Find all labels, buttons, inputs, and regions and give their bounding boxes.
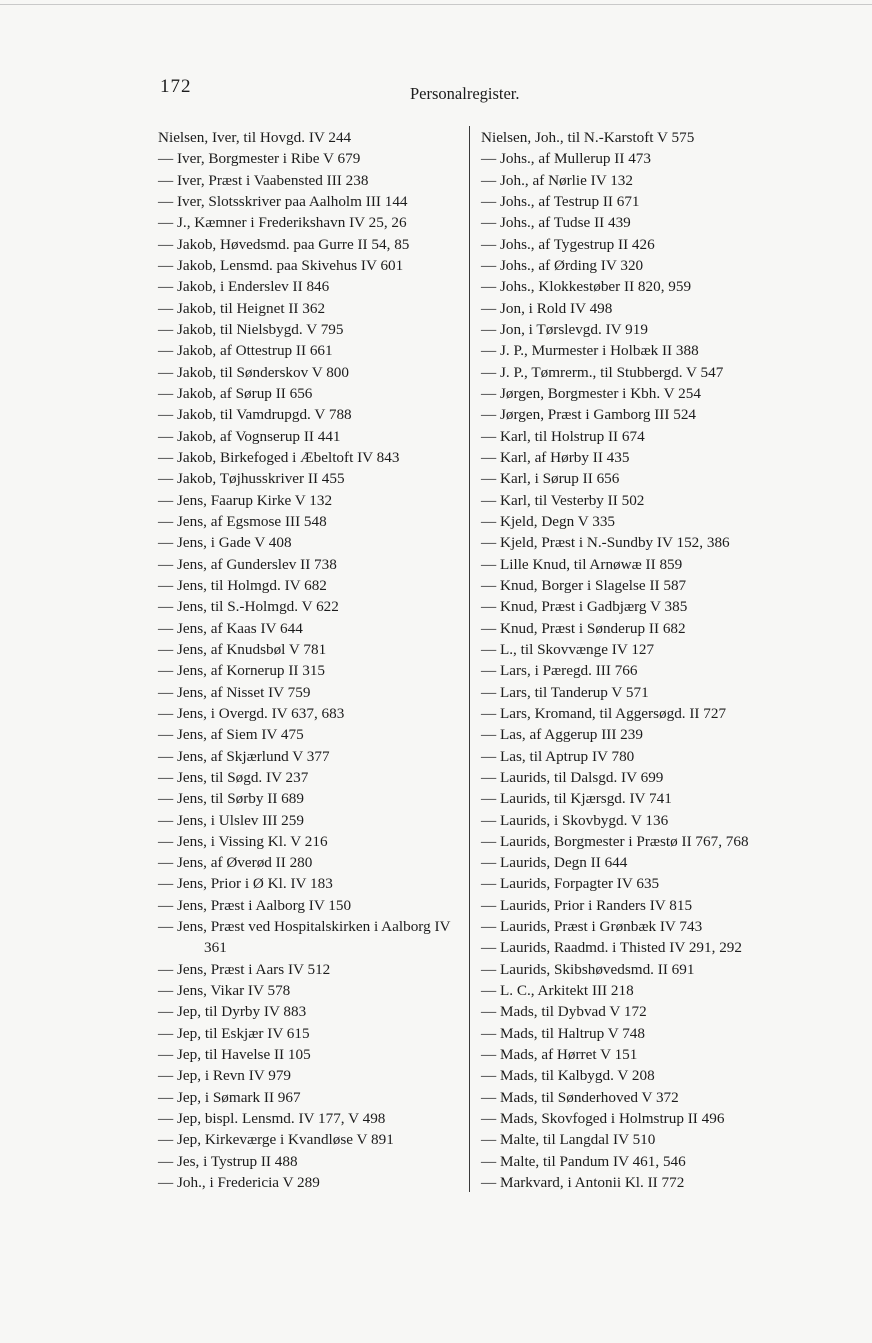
index-entry: — Jakob, til Nielsbygd. V 795 bbox=[158, 320, 344, 338]
index-entry: — Jakob, til Sønderskov V 800 bbox=[158, 363, 349, 381]
right-column bbox=[481, 127, 811, 1193]
index-entry: — Jon, i Rold IV 498 bbox=[481, 299, 613, 317]
index-entry: — Jakob, til Heignet II 362 bbox=[158, 299, 326, 317]
index-entry: — Jep, til Eskjær IV 615 bbox=[158, 1024, 310, 1042]
index-entry: — Karl, til Holstrup II 674 bbox=[481, 427, 645, 445]
index-entry: — Jens, Præst i Aalborg IV 150 bbox=[158, 896, 352, 914]
index-entry: — Jens, til Sørby II 689 bbox=[158, 790, 304, 808]
index-entry: — Jens, i Vissing Kl. V 216 bbox=[158, 832, 328, 850]
index-entry: Nielsen, Joh., til N.-Karstoft V 575 bbox=[481, 129, 695, 146]
index-entry: — Malte, til Pandum IV 461, 546 bbox=[481, 1152, 686, 1170]
index-entry: — Laurids, til Kjærsgd. IV 741 bbox=[481, 790, 672, 808]
index-entry: — Jørgen, Præst i Gamborg III 524 bbox=[481, 406, 697, 424]
index-entry: — Kjeld, Degn V 335 bbox=[481, 512, 616, 530]
index-entry: — Johs., af Mullerup II 473 bbox=[481, 150, 651, 168]
scan-edge-rule bbox=[0, 4, 872, 5]
index-entry: — Jens, af Øverød II 280 bbox=[158, 854, 313, 872]
index-entry: Nielsen, Iver, til Hovgd. IV 244 bbox=[158, 129, 352, 146]
running-head: Personalregister. bbox=[410, 84, 520, 103]
index-entry: — Jens, Prior i Ø Kl. IV 183 bbox=[158, 875, 333, 893]
column-divider bbox=[469, 126, 470, 1192]
index-entry: — Markvard, i Antonii Kl. II 772 bbox=[481, 1174, 685, 1192]
index-entry: — Lars, til Tanderup V 571 bbox=[481, 683, 649, 701]
index-entry: — Mads, til Sønderhoved V 372 bbox=[481, 1088, 679, 1106]
index-entry: — Jep, til Dyrby IV 883 bbox=[158, 1003, 307, 1021]
index-entry: — L., til Skovvænge IV 127 bbox=[481, 640, 655, 658]
index-entry: — Jens, Præst i Aars IV 512 bbox=[158, 960, 331, 978]
index-entry: — Jens, af Kornerup II 315 bbox=[158, 662, 326, 680]
index-entry: — Knud, Borger i Slagelse II 587 bbox=[481, 576, 687, 594]
index-entry: — Johs., af Testrup II 671 bbox=[481, 192, 640, 210]
index-entry: — Jep, bispl. Lensmd. IV 177, V 498 bbox=[158, 1110, 386, 1128]
index-entry: — Jens, i Gade V 408 bbox=[158, 534, 292, 552]
index-entry: — Karl, til Vesterby II 502 bbox=[481, 491, 645, 509]
index-entry: — Jakob, til Vamdrupgd. V 788 bbox=[158, 406, 352, 424]
index-entry: — J. P., Murmester i Holbæk II 388 bbox=[481, 342, 699, 360]
index-entry: — Mads, af Hørret V 151 bbox=[481, 1046, 638, 1064]
index-entry: — Iver, Præst i Vaabensted III 238 bbox=[158, 171, 369, 189]
index-entry: — Mads, Skovfoged i Holmstrup II 496 bbox=[481, 1110, 725, 1128]
index-entry: — Joh., i Fredericia V 289 bbox=[158, 1174, 320, 1192]
index-entry: — Iver, Slotsskriver paa Aalholm III 144 bbox=[158, 192, 408, 210]
index-entry: — Las, til Aptrup IV 780 bbox=[481, 747, 635, 765]
index-entry: — L. C., Arkitekt III 218 bbox=[481, 982, 634, 1000]
index-entry: — Laurids, til Dalsgd. IV 699 bbox=[481, 768, 664, 786]
index-entry: — Jens, af Egsmose III 548 bbox=[158, 512, 327, 530]
index-entry: — Laurids, Præst i Grønbæk IV 743 bbox=[481, 918, 703, 936]
index-entry: — Jens, af Gunderslev II 738 bbox=[158, 555, 337, 573]
index-entry: — Jens, til S.-Holmgd. V 622 bbox=[158, 598, 339, 616]
index-entry: — J. P., Tømrerm., til Stubbergd. V 547 bbox=[481, 363, 724, 381]
index-entry: — Jens, til Holmgd. IV 682 bbox=[158, 576, 327, 594]
index-entry: — Laurids, Raadmd. i Thisted IV 291, 292 bbox=[481, 939, 742, 957]
index-entry: — Jep, Kirkeværge i Kvandløse V 891 bbox=[158, 1131, 394, 1149]
index-entry: — Mads, til Haltrup V 748 bbox=[481, 1024, 645, 1042]
index-entry: — Jens, i Ulslev III 259 bbox=[158, 811, 304, 829]
index-entry: — Jakob, af Sørup II 656 bbox=[158, 384, 313, 402]
index-entry: — Laurids, Prior i Randers IV 815 bbox=[481, 896, 693, 914]
index-entry: — Jakob, i Enderslev II 846 bbox=[158, 278, 330, 296]
index-entry: — Iver, Borgmester i Ribe V 679 bbox=[158, 150, 361, 168]
index-entry: — Karl, af Hørby II 435 bbox=[481, 448, 630, 466]
index-entry: — Johs., af Tygestrup II 426 bbox=[481, 235, 655, 253]
index-entry: — Jep, til Havelse II 105 bbox=[158, 1046, 311, 1064]
index-entry: — Mads, til Kalbygd. V 208 bbox=[481, 1067, 655, 1085]
index-entry: — Lille Knud, til Arnøwæ II 859 bbox=[481, 555, 683, 573]
index-entry: — Jakob, Tøjhusskriver II 455 bbox=[158, 470, 345, 488]
index-entry: — Jens, af Siem IV 475 bbox=[158, 726, 304, 744]
index-entry: — Laurids, Skibshøvedsmd. II 691 bbox=[481, 960, 695, 978]
index-entry: — Malte, til Langdal IV 510 bbox=[481, 1131, 656, 1149]
left-column bbox=[158, 127, 464, 1193]
index-entry: — Jens, Præst ved Hospitalskirken i Aalborg IV 361 bbox=[158, 918, 451, 957]
index-entry: — Jon, i Tørslevgd. IV 919 bbox=[481, 320, 648, 338]
index-entry: — Jakob, af Ottestrup II 661 bbox=[158, 342, 333, 360]
index-entry: — Jens, Vikar IV 578 bbox=[158, 982, 291, 1000]
index-entry: — Jes, i Tystrup II 488 bbox=[158, 1152, 298, 1170]
index-entry: — Mads, til Dybvad V 172 bbox=[481, 1003, 647, 1021]
index-entry: — Kjeld, Præst i N.-Sundby IV 152, 386 bbox=[481, 534, 730, 552]
index-entry: — Johs., af Ørding IV 320 bbox=[481, 256, 644, 274]
index-entry: — Jens, af Nisset IV 759 bbox=[158, 683, 311, 701]
index-entry: — Jakob, af Vognserup II 441 bbox=[158, 427, 341, 445]
index-entry: — Jep, i Sømark II 967 bbox=[158, 1088, 301, 1106]
index-entry: — Knud, Præst i Sønderup II 682 bbox=[481, 619, 686, 637]
index-entry: — Johs., af Tudse II 439 bbox=[481, 214, 631, 232]
index-entry: — Jens, til Søgd. IV 237 bbox=[158, 768, 309, 786]
index-entry: — Jens, i Overgd. IV 637, 683 bbox=[158, 704, 345, 722]
index-entry: — Johs., Klokkestøber II 820, 959 bbox=[481, 278, 692, 296]
index-entry: — Lars, Kromand, til Aggersøgd. II 727 bbox=[481, 704, 727, 722]
index-entry: — Jens, af Knudsbøl V 781 bbox=[158, 640, 327, 658]
page-number: 172 bbox=[160, 76, 192, 97]
index-entry: — Jakob, Høvedsmd. paa Gurre II 54, 85 bbox=[158, 235, 410, 253]
index-entry: — Jørgen, Borgmester i Kbh. V 254 bbox=[481, 384, 701, 402]
index-entry: — Laurids, i Skovbygd. V 136 bbox=[481, 811, 669, 829]
index-entry: — Jakob, Lensmd. paa Skivehus IV 601 bbox=[158, 256, 404, 274]
index-entry: — Laurids, Forpagter IV 635 bbox=[481, 875, 660, 893]
index-entry: — Laurids, Degn II 644 bbox=[481, 854, 628, 872]
index-entry: — Jens, af Skjærlund V 377 bbox=[158, 747, 330, 765]
index-entry: — Las, af Aggerup III 239 bbox=[481, 726, 643, 744]
index-entry: — Jakob, Birkefoged i Æbeltoft IV 843 bbox=[158, 448, 400, 466]
index-entry: — J., Kæmner i Frederikshavn IV 25, 26 bbox=[158, 214, 407, 232]
index-entry: — Knud, Præst i Gadbjærg V 385 bbox=[481, 598, 688, 616]
index-entry: — Jep, i Revn IV 979 bbox=[158, 1067, 292, 1085]
index-entry: — Joh., af Nørlie IV 132 bbox=[481, 171, 633, 189]
index-entry: — Lars, i Pæregd. III 766 bbox=[481, 662, 638, 680]
index-entry: — Jens, af Kaas IV 644 bbox=[158, 619, 303, 637]
index-entry: — Jens, Faarup Kirke V 132 bbox=[158, 491, 333, 509]
index-entry: — Laurids, Borgmester i Præstø II 767, 768 bbox=[481, 832, 749, 850]
index-entry: — Karl, i Sørup II 656 bbox=[481, 470, 620, 488]
